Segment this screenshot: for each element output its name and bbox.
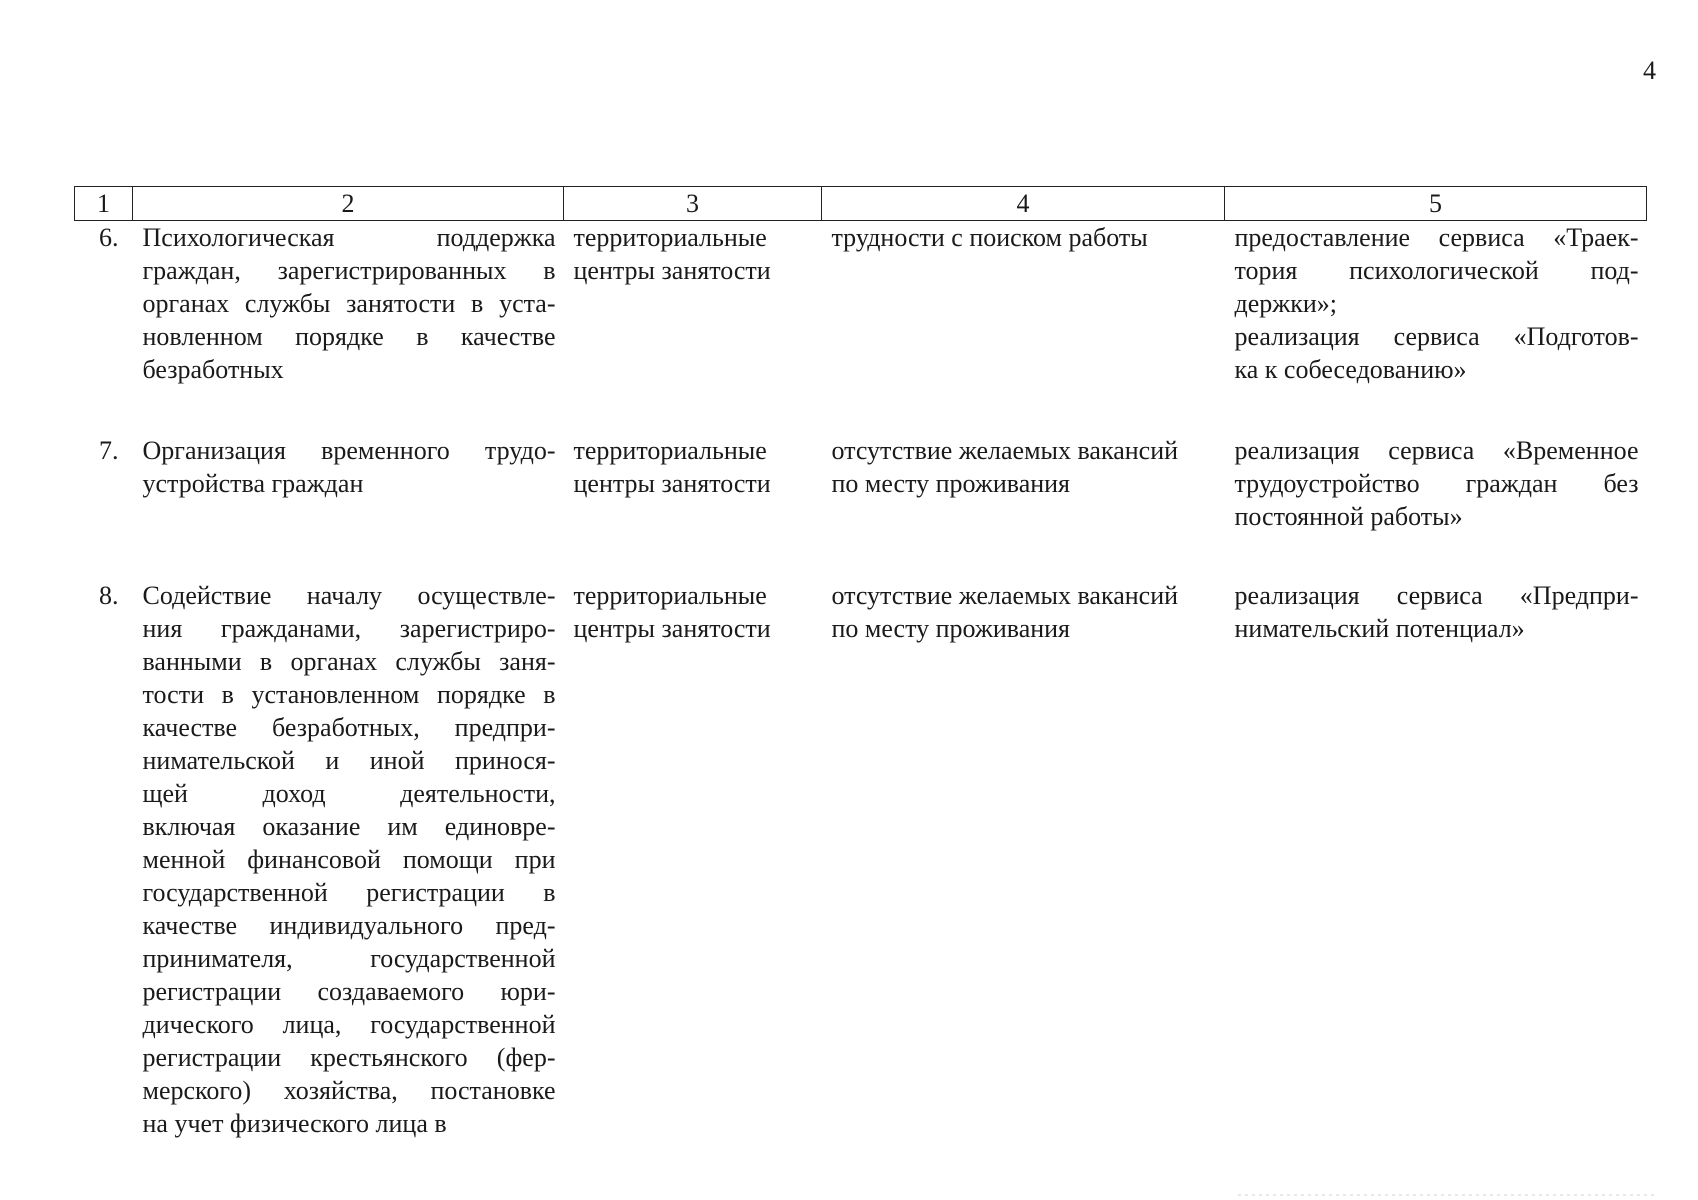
text-line: качестве индивидуального пред- [142, 911, 556, 940]
text-line: дического лица, государственной [142, 1010, 556, 1039]
text-line: органах службы занятости в уста- [142, 289, 556, 318]
text-line: устройства граждан [142, 469, 364, 498]
text-line: качестве безработных, предпри- [142, 713, 556, 742]
text-line: ния гражданами, зарегистриро- [142, 614, 556, 643]
problem-cell [822, 579, 1225, 1140]
table-row [75, 434, 1647, 579]
service-cell [1225, 434, 1647, 579]
problem-cell [822, 221, 1225, 435]
text-line: постоянной работы» [1234, 502, 1463, 531]
header-row [75, 187, 1647, 221]
text-line: реализация сервиса «Временное [1234, 436, 1639, 465]
row-number: 8. [99, 581, 119, 610]
service-cell [1225, 221, 1647, 435]
text-line: реализация сервиса «Предпри- [1234, 581, 1639, 610]
page-number: 4 [1643, 56, 1656, 85]
text-line: по месту проживания [831, 614, 1071, 643]
table-row [75, 579, 1647, 1140]
table-header [75, 187, 1647, 221]
text-line: нимательской и иной принося- [142, 746, 556, 775]
text-line: граждан, зарегистрированных в [142, 256, 556, 285]
header-col-5: 5 [1225, 187, 1647, 221]
executor-cell [564, 434, 822, 579]
text-line: территориальные [573, 436, 767, 465]
text-line: центры занятости [573, 614, 771, 643]
text-line: новленном порядке в качестве [142, 322, 556, 351]
problem-cell [822, 434, 1225, 579]
services-table [74, 186, 1647, 1140]
text-line: мерского) хозяйства, постановке [142, 1076, 556, 1105]
header-col-3: 3 [564, 187, 822, 221]
measure-cell [133, 221, 564, 435]
executor-cell [564, 221, 822, 435]
service-cell [1225, 579, 1647, 1140]
text-line: регистрации создаваемого юри- [142, 977, 556, 1006]
row-number: 7. [99, 436, 119, 465]
text-line: регистрации крестьянского (фер- [142, 1043, 556, 1072]
text-line: трудоустройство граждан без [1234, 469, 1639, 498]
text-line: территориальные [573, 223, 767, 252]
text-line: реализация сервиса «Подготов- [1234, 322, 1639, 351]
text-line: ка к собеседованию» [1234, 355, 1467, 384]
text-line: Содействие началу осуществле- [142, 581, 556, 610]
text-line: тория психологической под- [1234, 256, 1639, 285]
text-line: на учет физического лица в [142, 1109, 447, 1138]
text-line: отсутствие желаемых вакансий [831, 581, 1179, 610]
measure-cell [133, 434, 564, 579]
scan-artifact [1238, 1194, 1658, 1196]
text-line: нимательский потенциал» [1234, 614, 1525, 643]
header-col-2: 2 [133, 187, 564, 221]
header-col-4: 4 [822, 187, 1225, 221]
text-line: предоставление сервиса «Траек- [1234, 223, 1639, 252]
text-line: территориальные [573, 581, 767, 610]
text-line: центры занятости [573, 256, 771, 285]
text-line: по месту проживания [831, 469, 1071, 498]
text-line: центры занятости [573, 469, 771, 498]
text-line: ванными в органах службы заня- [142, 647, 556, 676]
text-line: отсутствие желаемых вакансий [831, 436, 1179, 465]
header-col-1: 1 [75, 187, 133, 221]
text-line: тости в установленном порядке в [142, 680, 556, 709]
text-line: Организация временного трудо- [142, 436, 556, 465]
table-row [75, 221, 1647, 435]
text-line: щей доход деятельности, [142, 779, 556, 808]
row-number: 6. [99, 223, 119, 252]
text-line: менной финансовой помощи при [142, 845, 556, 874]
text-line: трудности с поиском работы [831, 223, 1148, 252]
text-line: Психологическая поддержка [142, 223, 556, 252]
text-line: держки»; [1234, 289, 1338, 318]
text-line: безработных [142, 355, 284, 384]
text-line: принимателя, государственной [142, 944, 556, 973]
text-line: государственной регистрации в [142, 878, 556, 907]
executor-cell [564, 579, 822, 1140]
measure-cell [133, 579, 564, 1140]
table-body [75, 221, 1647, 1141]
text-line: включая оказание им единовре- [142, 812, 556, 841]
